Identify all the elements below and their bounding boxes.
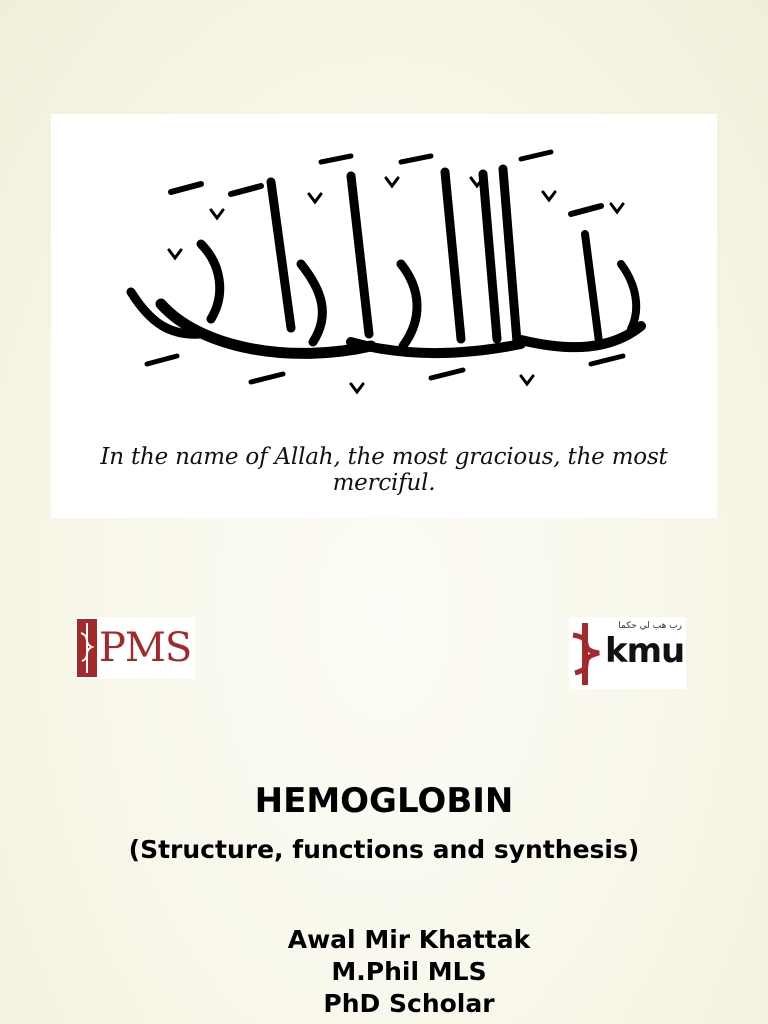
presentation-title: HEMOGLOBIN (254, 781, 514, 821)
kmu-emblem-icon (571, 621, 607, 687)
slide-bottom (0, 576, 768, 1024)
author-position: PhD Scholar (323, 989, 495, 1018)
author-block (0, 924, 768, 1020)
author-name: Awal Mir Khattak (287, 925, 531, 954)
pms-emblem-icon (77, 619, 97, 677)
author-degree: M.Phil MLS (331, 957, 487, 986)
kmu-logo-text: kmu (605, 631, 685, 671)
bismillah-calligraphy (51, 114, 717, 444)
bismillah-caption: In the name of Allah, the most gracious, the most merciful. (100, 444, 668, 496)
pms-logo (75, 617, 195, 679)
kmu-arabic-motto: رب هب لي حكما (618, 621, 682, 631)
kmu-logo (569, 617, 686, 689)
pms-logo-text: PMS (99, 625, 192, 671)
bismillah-banner (51, 114, 717, 518)
presentation-subtitle: (Structure, functions and synthesis) (128, 835, 640, 864)
